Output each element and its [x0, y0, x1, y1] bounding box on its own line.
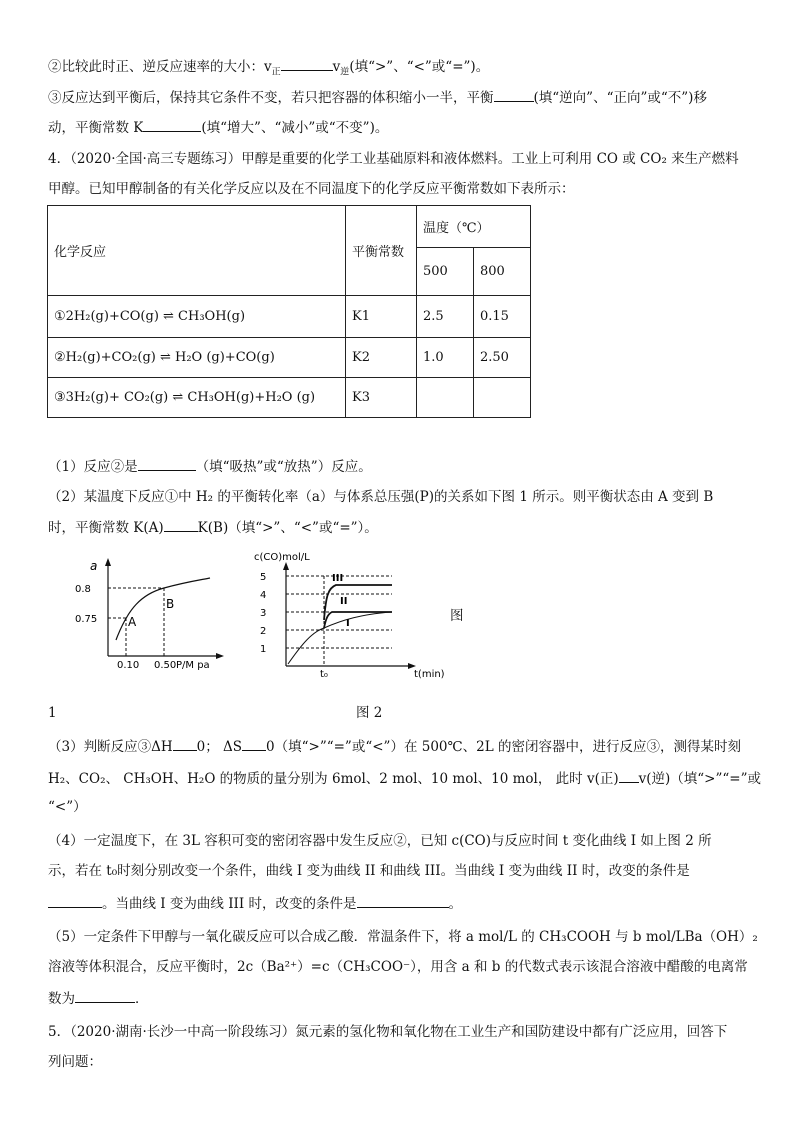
fig1-point-a: A: [128, 615, 137, 629]
fig1-x-arrow: [216, 653, 224, 659]
answer-blank[interactable]: [143, 117, 201, 132]
figure-1-caption: 1: [48, 705, 57, 721]
question-5-line-1: （5）一定条件下甲醇与一氧化碳反应可以合成乙酸．常温条件下，将 a mol/L 的 CH₃COOH 与 b mol/LBa（OH）₂: [48, 929, 758, 945]
question-5-line-3: 数为 ．: [48, 988, 149, 1009]
question-4-line-3: 。当曲线 I 变为曲线 III 时，改变的条件是 。: [48, 893, 462, 914]
fig2-y-arrow: [283, 562, 289, 570]
k-3: K3: [346, 378, 417, 418]
fig2-ytick-3: 3: [260, 608, 267, 619]
k-2: K2: [346, 338, 417, 378]
fig2-ytick-1: 1: [260, 644, 267, 655]
k1-500: 2.5: [417, 296, 474, 338]
header-temp: 温度（℃）: [417, 206, 531, 248]
question-line-1: ②比较此时正、逆反应速率的大小：$v_正$ $v_逆$(填“>”、“<”或“=”)。: [48, 56, 489, 83]
fig1-ytick-075: 0.75: [75, 614, 98, 625]
fig1-curve: [116, 578, 210, 640]
reaction-3: ③3H₂(g)+ CO₂(g) ⇌ CH₃OH(g)+H₂O (g): [48, 378, 346, 418]
figure-2-caption: 图 2: [356, 705, 383, 721]
question-3-line-2: H₂、CO₂、 CH₃OH、H₂O 的物质的量分别为 6mol、2 mol、10 mol、10 mol， 此时 v(正) v(逆)（填“>”“=”或: [48, 768, 761, 789]
fig2-ylabel: c(CO)mol/L: [254, 552, 310, 563]
reaction-2: ②H₂(g)+CO₂(g) ⇌ H₂O (g)+CO(g): [48, 338, 346, 378]
question-3-line-3: “<”）: [48, 799, 87, 815]
fig2-label-II: II: [340, 596, 348, 607]
fig1-xlabel: P/M pa: [176, 660, 210, 671]
fig2-ytick-2: 2: [260, 626, 267, 637]
question-3-line-1: （3）判断反应③ΔH 0； ΔS 0（填“>”“=”或“<”）在 500℃、2L 的密闭容器中，进行反应③，测得某时刻: [48, 736, 741, 757]
figure-side-label: 图: [450, 608, 464, 624]
answer-blank[interactable]: [138, 456, 196, 471]
problem-4-intro-2: 甲醇。已知甲醇制备的有关化学反应以及在不同温度下的化学反应平衡常数如下表所示：: [48, 181, 575, 197]
header-k: 平衡常数: [346, 206, 417, 296]
question-5-line-2: 溶液等体积混合，反应平衡时，2c（Ba²⁺）=c（CH₃COO⁻），用含 a 和 b 的代数式表示该混合溶液中醋酸的电离常: [48, 959, 748, 975]
fig2-ytick-4: 4: [260, 590, 267, 601]
problem-5-line-2: 列问题：: [48, 1054, 102, 1070]
fig1-point-b: B: [166, 597, 175, 611]
fig1-xtick-010: 0.10: [117, 660, 140, 671]
question-4-line-2: 示，若在 t₀时刻分别改变一个条件，曲线 I 变为曲线 II 和曲线 III。当曲线 I 变为曲线 II 时，改变的条件是: [48, 863, 690, 879]
k2-500: 1.0: [417, 338, 474, 378]
fig2-xtick-t0: t₀: [320, 669, 328, 680]
answer-blank[interactable]: [173, 736, 197, 751]
equilibrium-constant-table: [47, 205, 531, 418]
k1-800: 0.15: [474, 296, 531, 338]
figure-2-chart: [252, 548, 452, 680]
answer-blank[interactable]: [75, 988, 135, 1003]
answer-blank[interactable]: [242, 736, 266, 751]
k-1: K1: [346, 296, 417, 338]
answer-blank[interactable]: [48, 893, 102, 908]
fig2-label-I: I: [346, 618, 350, 629]
k3-500: [417, 378, 474, 418]
answer-blank[interactable]: [619, 768, 639, 783]
k3-800: [474, 378, 531, 418]
problem-5-line-1: 5．（2020·湖南·长沙一中高一阶段练习）氮元素的氢化物和氧化物在工业生产和国防建设中都有广泛应用，回答下: [48, 1024, 728, 1040]
reaction-1: ①2H₂(g)+CO(g) ⇌ CH₃OH(g): [48, 296, 346, 338]
question-2-line-1: （2）某温度下反应①中 H₂ 的平衡转化率（a）与体系总压强(P)的关系如下图 1 所示。则平衡状态由 A 变到 B: [48, 489, 714, 505]
question-4-line-1: （4）一定温度下，在 3L 容积可变的密闭容器中发生反应②，已知 c(CO)与反应时间 t 变化曲线 I 如上图 2 所: [48, 833, 712, 849]
answer-blank[interactable]: [357, 893, 449, 908]
fig1-ytick-080: 0.8: [75, 584, 91, 595]
fig2-label-III: III: [332, 573, 344, 584]
header-reaction: 化学反应: [48, 206, 346, 296]
problem-4-intro: 4．（2020·全国·高三专题练习）甲醇是重要的化学工业基础原料和液体燃料。工业上可利用 CO 或 CO₂ 来生产燃料: [48, 151, 739, 167]
answer-blank[interactable]: [164, 517, 198, 532]
figure-1-chart: [72, 556, 232, 672]
answer-blank[interactable]: [281, 56, 333, 71]
fig2-curve-III: [324, 585, 392, 620]
fig2-ytick-5: 5: [260, 572, 267, 583]
fig2-curve-I: [288, 612, 392, 664]
header-temp-800: 800: [474, 248, 531, 296]
question-1: （1）反应②是 （填“吸热”或“放热”）反应。: [48, 456, 372, 477]
header-temp-500: 500: [417, 248, 474, 296]
answer-blank[interactable]: [494, 87, 534, 102]
fig1-y-arrow: [105, 558, 111, 566]
k2-800: 2.50: [474, 338, 531, 378]
fig2-curve-II: [324, 612, 392, 628]
question-2-line-2: 时，平衡常数 K(A) K(B)（填“>”、“<”或“=”）。: [48, 517, 378, 538]
fig1-xtick-050: 0.50: [154, 660, 177, 671]
question-line-3: 动，平衡常数 K (填“增大”、“减小”或“不变”)。: [48, 117, 388, 138]
question-line-2: ③反应达到平衡后，保持其它条件不变，若只把容器的体积缩小一半，平衡 (填“逆向”、“正向”或“不”)移: [48, 87, 707, 108]
fig2-xlabel: t(min): [414, 669, 445, 680]
fig1-ylabel: a: [90, 559, 98, 573]
